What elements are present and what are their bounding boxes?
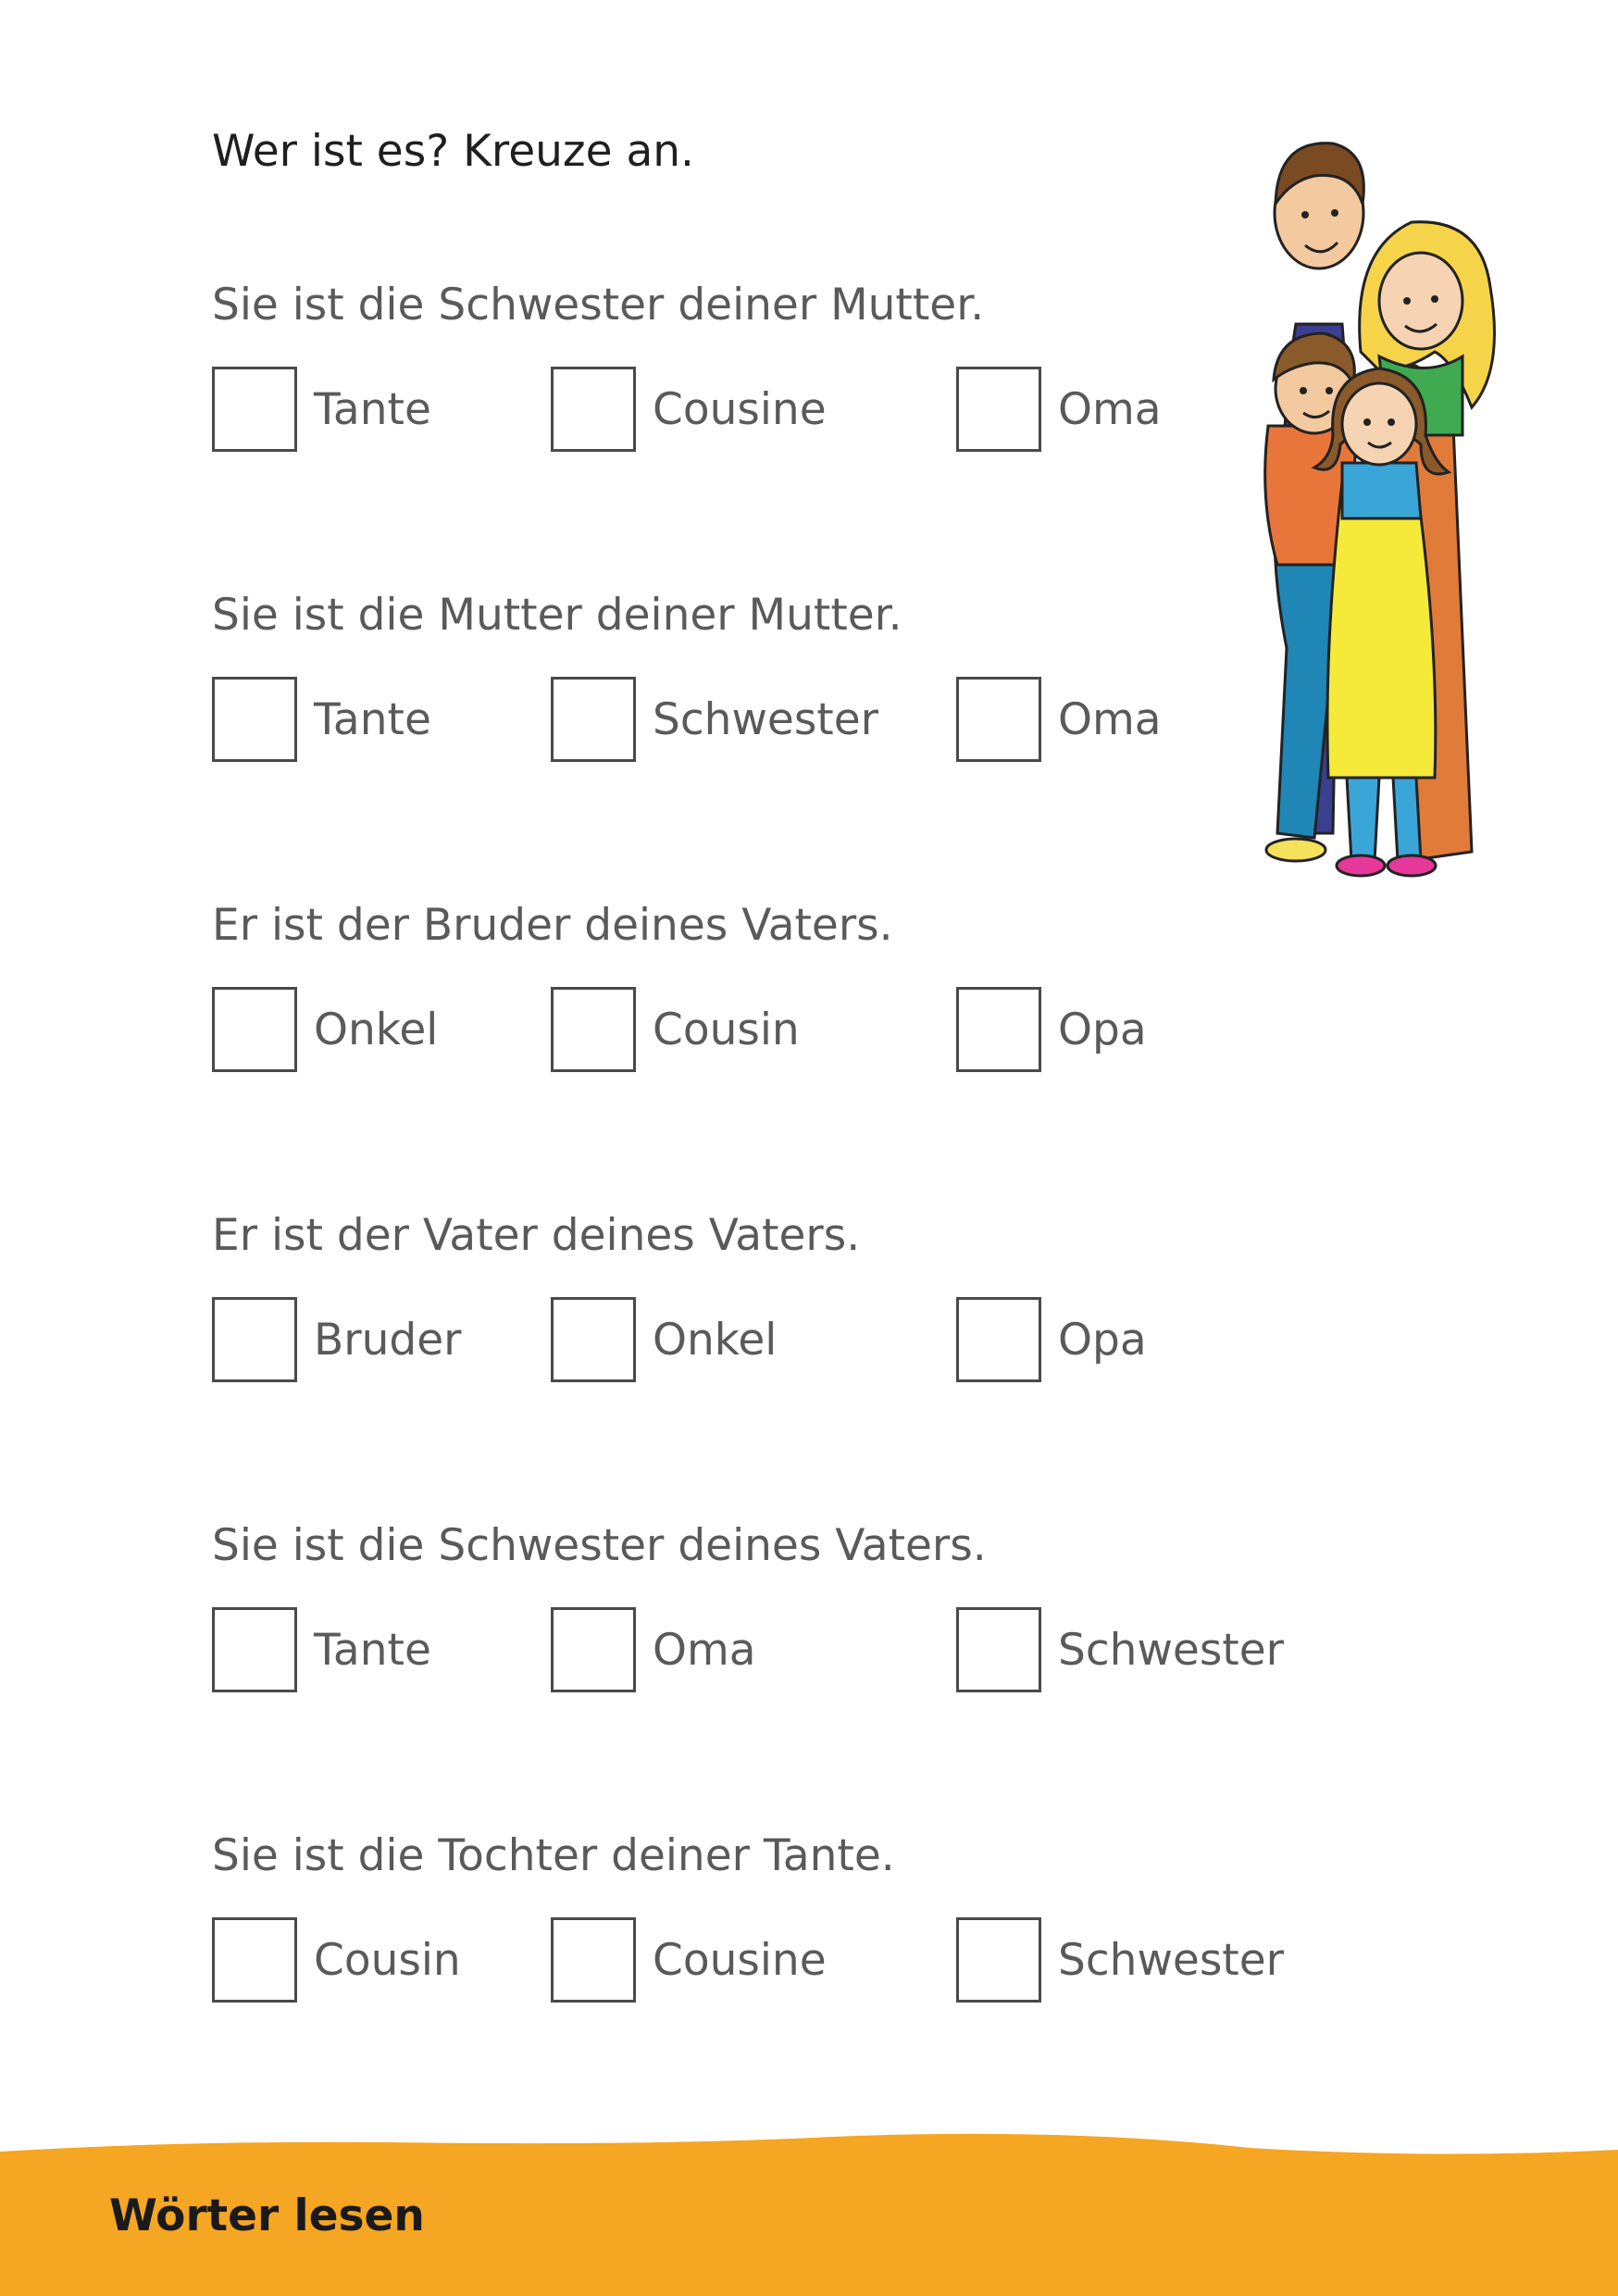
option-label: Schwester <box>653 693 878 745</box>
answer-option[interactable] <box>212 1605 431 1694</box>
question-text: Er ist der Vater deines Vaters. <box>212 1210 861 1261</box>
question-text: Sie ist die Tochter deiner Tante. <box>212 1830 895 1881</box>
question-text: Sie ist die Schwester deines Vaters. <box>212 1520 987 1571</box>
answer-option[interactable] <box>956 1295 1147 1384</box>
answer-option[interactable] <box>212 365 431 454</box>
question-block <box>212 590 1323 764</box>
answer-option[interactable] <box>212 675 431 764</box>
option-label: Cousin <box>314 1934 461 1986</box>
answer-options <box>212 675 1323 764</box>
answer-options <box>212 1605 1323 1694</box>
answer-option[interactable] <box>551 1295 777 1384</box>
checkbox[interactable] <box>212 1297 297 1382</box>
checkbox[interactable] <box>956 677 1041 762</box>
answer-option[interactable] <box>212 1915 461 2004</box>
checkbox[interactable] <box>956 1607 1041 1692</box>
checkbox[interactable] <box>956 1917 1041 2003</box>
answer-options <box>212 365 1323 454</box>
answer-option[interactable] <box>212 985 438 1074</box>
answer-option[interactable] <box>551 1605 756 1694</box>
checkbox[interactable] <box>551 367 636 452</box>
checkbox[interactable] <box>551 1297 636 1382</box>
checkbox[interactable] <box>551 1917 636 2003</box>
option-label: Oma <box>1058 383 1162 435</box>
answer-option[interactable] <box>551 365 827 454</box>
question-text: Sie ist die Mutter deiner Mutter. <box>212 590 902 641</box>
checkbox[interactable] <box>212 1607 297 1692</box>
question-block <box>212 1210 1323 1384</box>
option-label: Oma <box>653 1624 756 1676</box>
option-label: Cousin <box>653 1004 800 1055</box>
option-label: Opa <box>1058 1314 1147 1366</box>
answer-option[interactable] <box>551 675 878 764</box>
answer-option[interactable] <box>551 985 800 1074</box>
checkbox[interactable] <box>956 367 1041 452</box>
answer-option[interactable] <box>956 365 1162 454</box>
question-text: Sie ist die Schwester deiner Mutter. <box>212 280 985 331</box>
question-block <box>212 900 1323 1074</box>
option-label: Cousine <box>653 1934 827 1986</box>
option-label: Tante <box>314 693 431 745</box>
checkbox[interactable] <box>551 677 636 762</box>
option-label: Opa <box>1058 1004 1147 1055</box>
answer-option[interactable] <box>956 1605 1284 1694</box>
instruction-heading: Wer ist es? Kreuze an. <box>212 126 694 177</box>
option-label: Cousine <box>653 383 827 435</box>
question-block <box>212 1830 1323 2004</box>
question-block <box>212 1520 1323 1694</box>
option-label: Onkel <box>314 1004 439 1055</box>
answer-option[interactable] <box>551 1915 827 2004</box>
option-label: Onkel <box>653 1314 778 1366</box>
checkbox[interactable] <box>212 677 297 762</box>
answer-option[interactable] <box>956 675 1162 764</box>
option-label: Schwester <box>1058 1624 1284 1676</box>
checkbox[interactable] <box>212 367 297 452</box>
checkbox[interactable] <box>956 1297 1041 1382</box>
answer-options <box>212 1915 1323 2004</box>
option-label: Schwester <box>1058 1934 1284 1986</box>
footer-title: Wörter lesen <box>109 2190 425 2241</box>
answer-option[interactable] <box>956 1915 1284 2004</box>
answer-option[interactable] <box>956 985 1147 1074</box>
answer-option[interactable] <box>212 1295 461 1384</box>
option-label: Bruder <box>314 1314 462 1366</box>
question-text: Er ist der Bruder deines Vaters. <box>212 900 893 951</box>
option-label: Oma <box>1058 693 1162 745</box>
checkbox[interactable] <box>212 1917 297 2003</box>
option-label: Tante <box>314 1624 431 1676</box>
checkbox[interactable] <box>551 1607 636 1692</box>
family-icon <box>1240 130 1518 907</box>
checkbox[interactable] <box>551 987 636 1072</box>
checkbox[interactable] <box>956 987 1041 1072</box>
option-label: Tante <box>314 383 431 435</box>
answer-options <box>212 1295 1323 1384</box>
question-block <box>212 280 1323 454</box>
checkbox[interactable] <box>212 987 297 1072</box>
answer-options <box>212 985 1323 1074</box>
